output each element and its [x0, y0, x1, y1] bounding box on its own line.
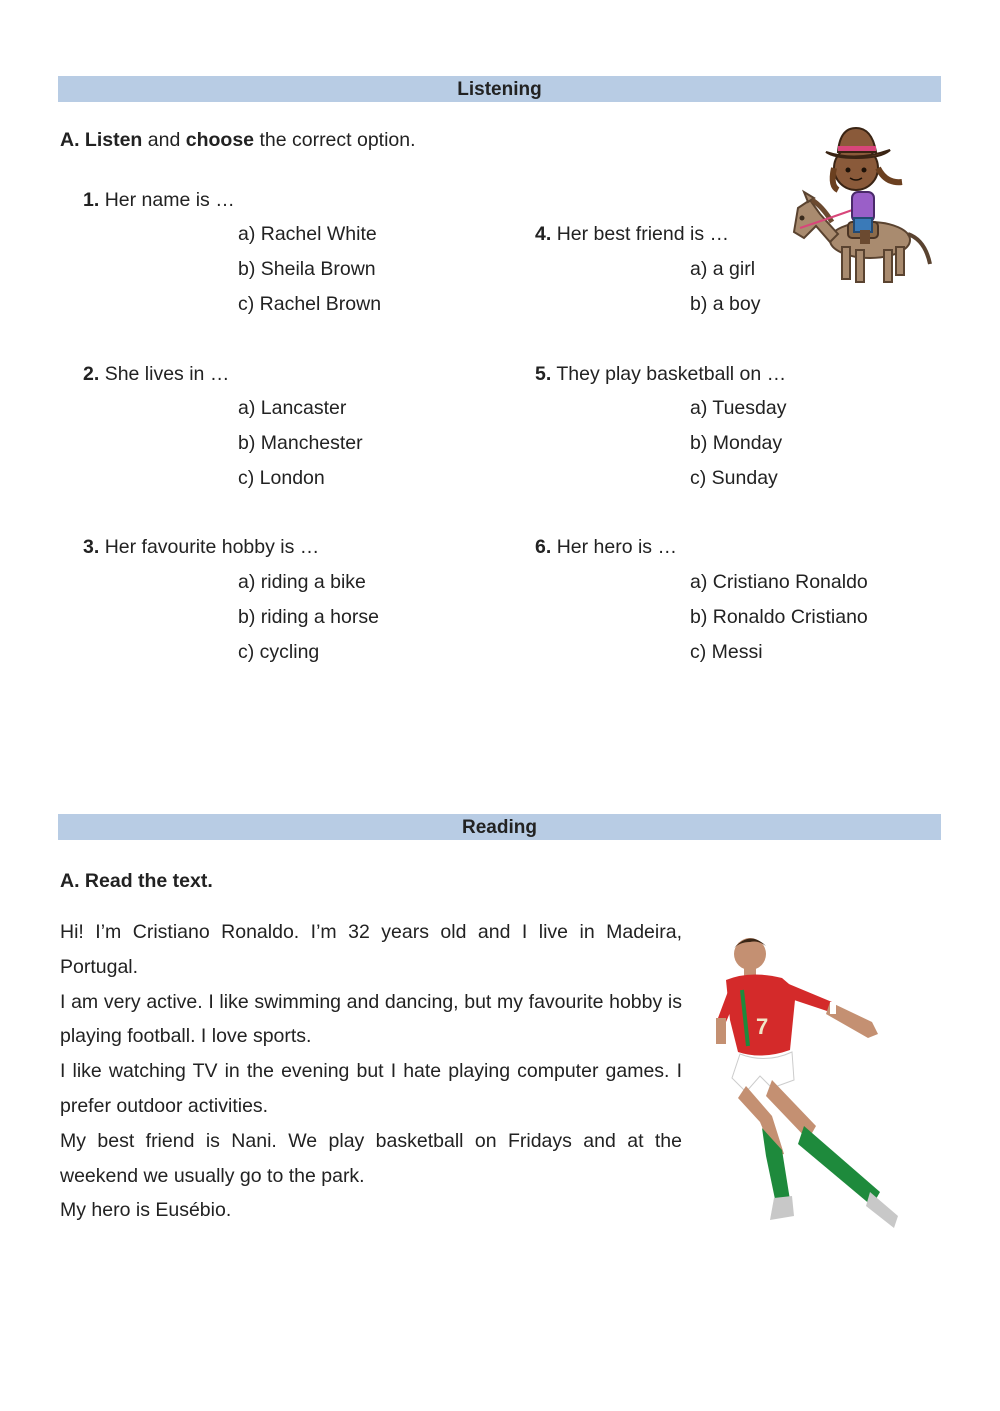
- instruction-rest: the correct option.: [259, 129, 416, 151]
- svg-text:7: 7: [756, 1014, 769, 1039]
- question-text: She lives in …: [104, 363, 230, 385]
- question-text: They play basketball on …: [556, 363, 787, 385]
- reading-paragraph: I like watching TV in the evening but I hate playing computer games. I prefer outdoor activities.: [60, 1060, 682, 1117]
- q3-option-a[interactable]: a) riding a bike: [238, 571, 366, 593]
- q5-option-b[interactable]: b) Monday: [690, 432, 783, 454]
- question-number: 2.: [83, 363, 100, 385]
- q6-option-a[interactable]: a) Cristiano Ronaldo: [690, 571, 868, 593]
- question-number: 1.: [83, 189, 100, 211]
- q2-option-b[interactable]: b) Manchester: [238, 432, 363, 454]
- reading-paragraph: My hero is Eusébio.: [60, 1199, 232, 1222]
- q3-option-b[interactable]: b) riding a horse: [238, 606, 379, 628]
- reading-paragraph: Hi! I’m Cristiano Ronaldo. I’m 32 years old and I live in Madeira, Portugal.: [60, 921, 682, 978]
- question-1: [83, 189, 235, 212]
- question-4: [535, 223, 729, 246]
- q1-option-c[interactable]: c) Rachel Brown: [238, 293, 382, 315]
- question-text: Her favourite hobby is …: [104, 536, 320, 558]
- question-6: [535, 536, 677, 559]
- q4-option-b[interactable]: b) a boy: [690, 293, 761, 315]
- question-text: Her hero is …: [556, 536, 677, 558]
- q6-option-c[interactable]: c) Messi: [690, 641, 763, 663]
- reading-header: Reading: [58, 814, 941, 840]
- question-number: 4.: [535, 223, 552, 245]
- instruction-listen: Listen: [84, 129, 143, 151]
- football-player-photo: [712, 930, 907, 1230]
- instruction-and: and: [147, 129, 181, 151]
- question-number: 5.: [535, 363, 552, 385]
- reading-paragraph: My best friend is Nani. We play basketball on Fridays and at the weekend we usually go to the park.: [60, 1129, 682, 1187]
- reading-paragraph: I am very active. I like swimming and dancing, but my favourite hobby is playing football. I love sports.: [60, 990, 682, 1048]
- listening-instruction: [60, 129, 416, 152]
- q1-option-b[interactable]: b) Sheila Brown: [238, 258, 376, 280]
- q2-option-a[interactable]: a) Lancaster: [238, 397, 347, 419]
- question-3: [83, 536, 319, 559]
- question-text: Her name is …: [104, 189, 235, 211]
- reading-text: [60, 915, 682, 1228]
- question-number: 6.: [535, 536, 552, 558]
- instruction-prefix: A.: [60, 129, 80, 151]
- question-2: [83, 363, 229, 386]
- instruction-choose: choose: [185, 129, 255, 151]
- q5-option-c[interactable]: c) Sunday: [690, 467, 778, 489]
- q6-option-b[interactable]: b) Ronaldo Cristiano: [690, 606, 868, 628]
- q4-option-a[interactable]: a) a girl: [690, 258, 756, 280]
- question-5: [535, 363, 786, 386]
- q2-option-c[interactable]: c) London: [238, 467, 325, 489]
- question-text: Her best friend is …: [556, 223, 729, 245]
- question-number: 3.: [83, 536, 100, 558]
- q5-option-a[interactable]: a) Tuesday: [690, 397, 787, 419]
- listening-header: Listening: [58, 76, 941, 102]
- q3-option-c[interactable]: c) cycling: [238, 641, 320, 663]
- reading-instruction: A. Read the text.: [60, 870, 213, 892]
- cowgirl-horse-illustration: [790, 122, 935, 290]
- q1-option-a[interactable]: a) Rachel White: [238, 223, 377, 245]
